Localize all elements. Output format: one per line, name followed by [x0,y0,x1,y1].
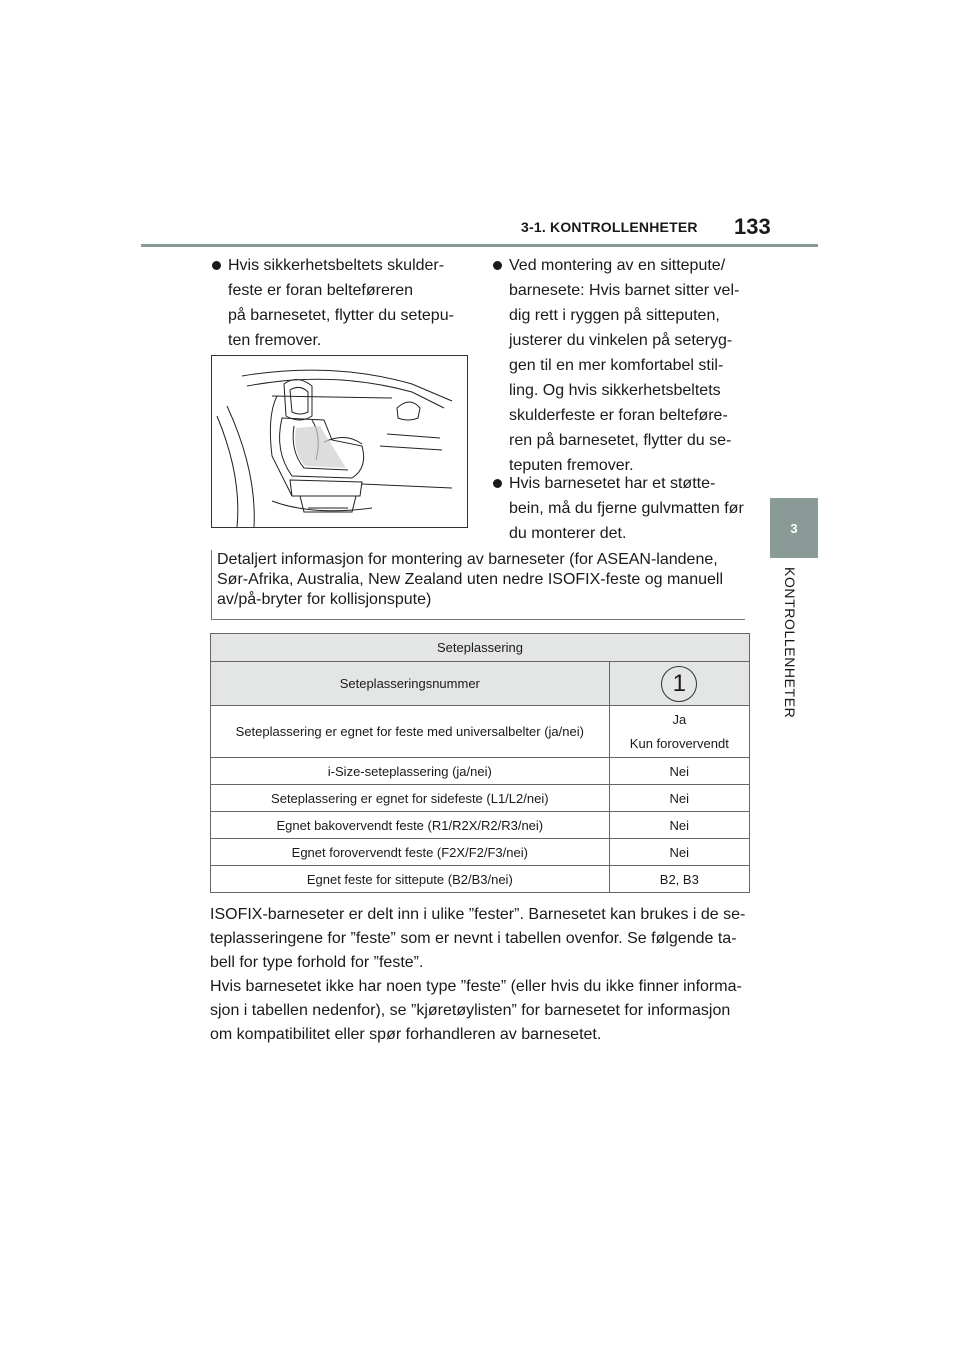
page-number: 133 [734,214,771,239]
info-line: av/på-bryter for kollisjonspute) [217,591,432,608]
bullet-line: Hvis sikkerhetsbeltets skulder- [228,257,445,274]
body-line: om kompatibilitet eller spør forhandleren av barnesetet. [210,1026,602,1043]
bullet-left-1 [211,253,454,353]
info-line: Detaljert informasjon for montering av barneseter (for ASEAN-landene, [217,551,718,568]
value-line: Kun forovervendt [629,735,729,751]
table-cell-label: Seteplassering er egnet for sidefeste (L1/L2/nei) [211,785,610,812]
chapter-label: KONTROLLENHETER [782,567,798,719]
table-cell-label: Egnet bakovervendt feste (R1/R2X/R2/R3/nei) [211,812,610,839]
chapter-tab [770,498,818,558]
bullet-line: ren på barnesetet, flytter du se- [509,432,732,449]
body-line: bell for type forhold for ”feste”. [210,954,424,971]
section-title: 3-1. KONTROLLENHETER [521,219,698,235]
table-cell-label: Egnet forovervendt feste (F2X/F2/F3/nei) [211,839,610,866]
bullet-line: dig rett i ryggen på sitteputen, [509,307,720,324]
bullet-line: Ved montering av en sittepute/ [509,257,726,274]
chapter-number: 3 [790,520,798,536]
seat-number-label: Seteplasseringsnummer [211,662,610,706]
table-row [211,839,750,866]
table-cell-label: i-Size-seteplassering (ja/nei) [211,758,610,785]
bullet-line: teputen fremover. [509,457,634,474]
body-paragraph [210,903,745,1047]
bullet-line: Hvis barnesetet har et støtte- [509,475,716,492]
table-cell-label: Seteplassering er egnet for feste med universalbelter (ja/nei) [211,706,610,758]
table-row [211,866,750,893]
bullet-line: gen til en mer komfortabel stil- [509,357,724,374]
child-seat-drawing [212,356,467,527]
bullet-line: på barnesetet, flytter du setepu- [228,307,454,324]
table-cell-value: Nei [609,839,749,866]
body-line: sjon i tabellen nedenfor), se ”kjøretøylisten” for barnesetet for informasjon [210,1002,731,1019]
table-cell-value: Nei [609,785,749,812]
table-cell-value: Nei [609,812,749,839]
bullet-line: ling. Og hvis sikkerhetsbeltets [509,382,721,399]
table-cell-value: Nei [609,758,749,785]
bullet-line: barnesete: Hvis barnet sitter vel- [509,282,740,299]
bullet-line: skulderfeste er foran belteføre- [509,407,728,424]
body-line: ISOFIX-barneseter er delt inn i ulike ”fester”. Barnesetet kan brukes i de se- [210,906,746,923]
bullet-line: bein, må du fjerne gulvmatten før [509,500,744,517]
value-line: Ja [672,711,687,727]
seat-number: 1 [661,666,697,702]
table-row [211,662,750,706]
table-cell-value [609,706,749,758]
seat-position-table [210,633,750,893]
table-row [211,785,750,812]
table-row [211,812,750,839]
body-line: Hvis barnesetet ikke har noen type ”feste” (eller hvis du ikke finner informa- [210,978,742,995]
info-box [211,550,745,620]
header-rule [141,244,818,247]
table-row [211,758,750,785]
bullet-right-2 [492,471,744,546]
table-title: Seteplassering [211,634,750,662]
bullet-line: feste er foran belteføreren [228,282,413,299]
table-row [211,634,750,662]
info-line: Sør-Afrika, Australia, New Zealand uten nedre ISOFIX-feste og manuell [217,571,724,588]
table-cell-value: B2, B3 [609,866,749,893]
child-seat-illustration [211,355,468,528]
table-cell-label: Egnet feste for sittepute (B2/B3/nei) [211,866,610,893]
body-line: teplasseringene for ”feste” som er nevnt i tabellen ovenfor. Se følgende ta- [210,930,737,947]
bullet-right-1 [492,253,739,478]
bullet-line: justerer du vinkelen på seteryg- [509,332,733,349]
seat-number-cell [609,662,749,706]
table-row [211,706,750,758]
bullet-line: ten fremover. [228,332,322,349]
bullet-line: du monterer det. [509,525,627,542]
